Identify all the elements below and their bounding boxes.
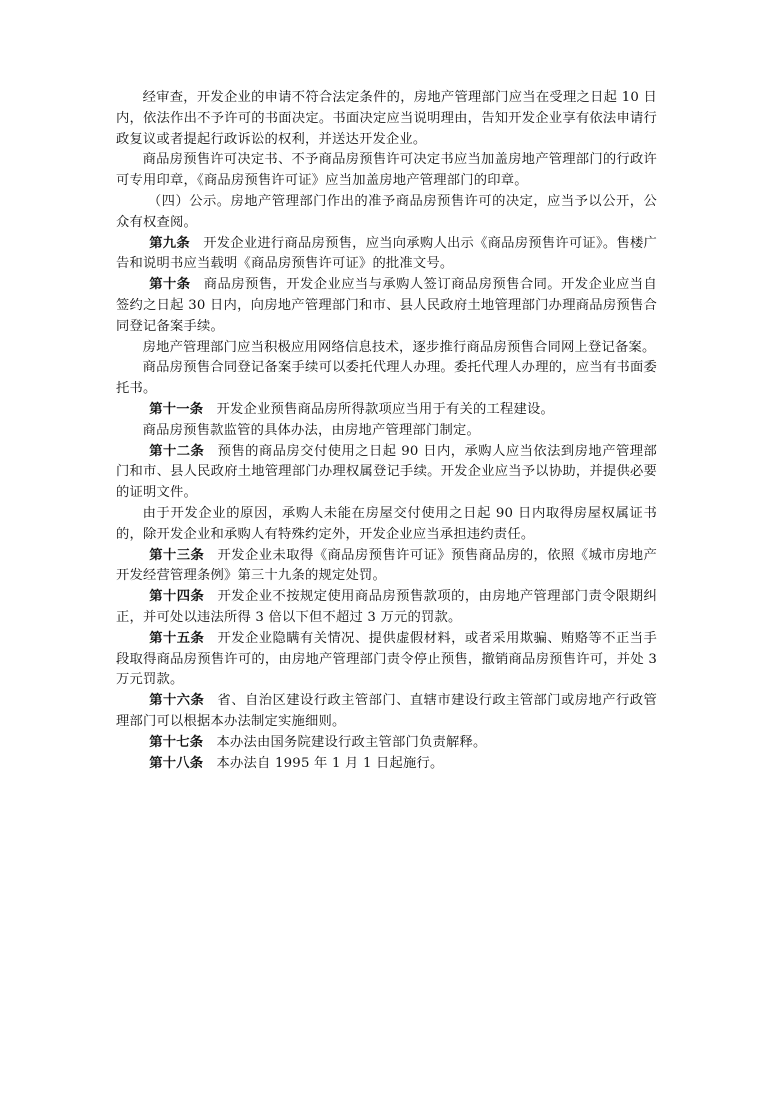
article-number: 第十六条 bbox=[149, 693, 205, 709]
article-text: 省、自治区建设行政主管部门、直辖市建设行政主管部门或房地产行政管理部门可以根据本办法制定实施细则。 bbox=[116, 693, 657, 729]
paragraph-rejection-decision: 经审查，开发企业的申请不符合法定条件的，房地产管理部门应当在受理之日起 10 日内，依法作出不予许可的书面决定。书面决定应当说明理由，告知开发企业享有依法申请行政复议或者提起行政诉讼的权利，并送达开发企业。 bbox=[116, 90, 657, 147]
article-number: 第十条 bbox=[149, 277, 191, 293]
article-text: 预售的商品房交付使用之日起 90 日内，承购人应当依法到房地产管理部门和市、县人民政府土地管理部门办理权属登记手续。开发企业应当予以协助，并提供必要的证明文件。 bbox=[116, 443, 657, 501]
article-18 bbox=[116, 754, 657, 775]
article-17 bbox=[116, 733, 657, 754]
article-15 bbox=[116, 629, 657, 691]
article-number: 第九条 bbox=[149, 235, 190, 251]
paragraph-decision-seal: 商品房预售许可决定书、不予商品房预售许可决定书应当加盖房地产管理部门的行政许可专用印章，《商品房预售许可证》应当加盖房地产管理部门的印章。 bbox=[116, 152, 657, 189]
article-number: 第十三条 bbox=[149, 547, 205, 563]
article-10 bbox=[116, 275, 657, 337]
article-14 bbox=[116, 587, 657, 629]
paragraph-agent-registration: 商品房预售合同登记备案手续可以委托代理人办理。委托代理人办理的，应当有书面委托书。 bbox=[116, 360, 657, 397]
article-16 bbox=[116, 691, 657, 733]
article-number: 第十八条 bbox=[149, 755, 204, 771]
article-text: 本办法由国务院建设行政主管部门负责解释。 bbox=[216, 734, 487, 750]
article-11 bbox=[116, 400, 657, 421]
document-page bbox=[116, 88, 657, 774]
article-text: 开发企业预售商品房所得款项应当用于有关的工程建设。 bbox=[216, 401, 554, 417]
article-text: 开发企业不按规定使用商品房预售款项的，由房地产管理部门责令限期纠正，并可处以违法所得 3 倍以下但不超过 3 万元的罚款。 bbox=[116, 589, 657, 625]
article-13 bbox=[116, 546, 657, 588]
article-text: 开发企业隐瞒有关情况、提供虚假材料，或者采用欺骗、贿赂等不正当手段取得商品房预售许可的，由房地产管理部门责令停止预售，撤销商品房预售许可，并处 3 万元罚款。 bbox=[116, 630, 657, 688]
article-12 bbox=[116, 442, 657, 504]
article-text: 商品房预售，开发企业应当与承购人签订商品房预售合同。开发企业应当自签约之日起 30 日内，向房地产管理部门和市、县人民政府土地管理部门办理商品房预售合同登记备案手续。 bbox=[116, 277, 657, 334]
article-number: 第十五条 bbox=[149, 630, 205, 646]
paragraph-presale-funds-supervision: 商品房预售款监管的具体办法，由房地产管理部门制定。 bbox=[142, 422, 481, 438]
article-number: 第十二条 bbox=[149, 443, 205, 459]
article-9 bbox=[116, 234, 657, 276]
paragraph-publicity: （四）公示。房地产管理部门作出的准予商品房预售许可的决定，应当予以公开，公众有权查阅。 bbox=[116, 193, 657, 230]
article-text: 本办法自 1995 年 1 月 1 日起施行。 bbox=[216, 755, 444, 771]
paragraph-online-registration: 房地产管理部门应当积极应用网络信息技术，逐步推行商品房预售合同网上登记备案。 bbox=[142, 339, 656, 355]
article-number: 第十一条 bbox=[149, 401, 204, 417]
article-number: 第十四条 bbox=[149, 589, 205, 605]
article-text: 开发企业进行商品房预售，应当向承购人出示《商品房预售许可证》。售楼广告和说明书应当载明《商品房预售许可证》的批准文号。 bbox=[116, 235, 657, 272]
article-number: 第十七条 bbox=[149, 734, 204, 750]
paragraph-breach-liability: 由于开发企业的原因，承购人未能在房屋交付使用之日起 90 日内取得房屋权属证书的，除开发企业和承购人有特殊约定外，开发企业应当承担违约责任。 bbox=[116, 505, 657, 542]
article-text: 开发企业未取得《商品房预售许可证》预售商品房的，依照《城市房地产开发经营管理条例》第三十九条的规定处罚。 bbox=[116, 547, 657, 584]
